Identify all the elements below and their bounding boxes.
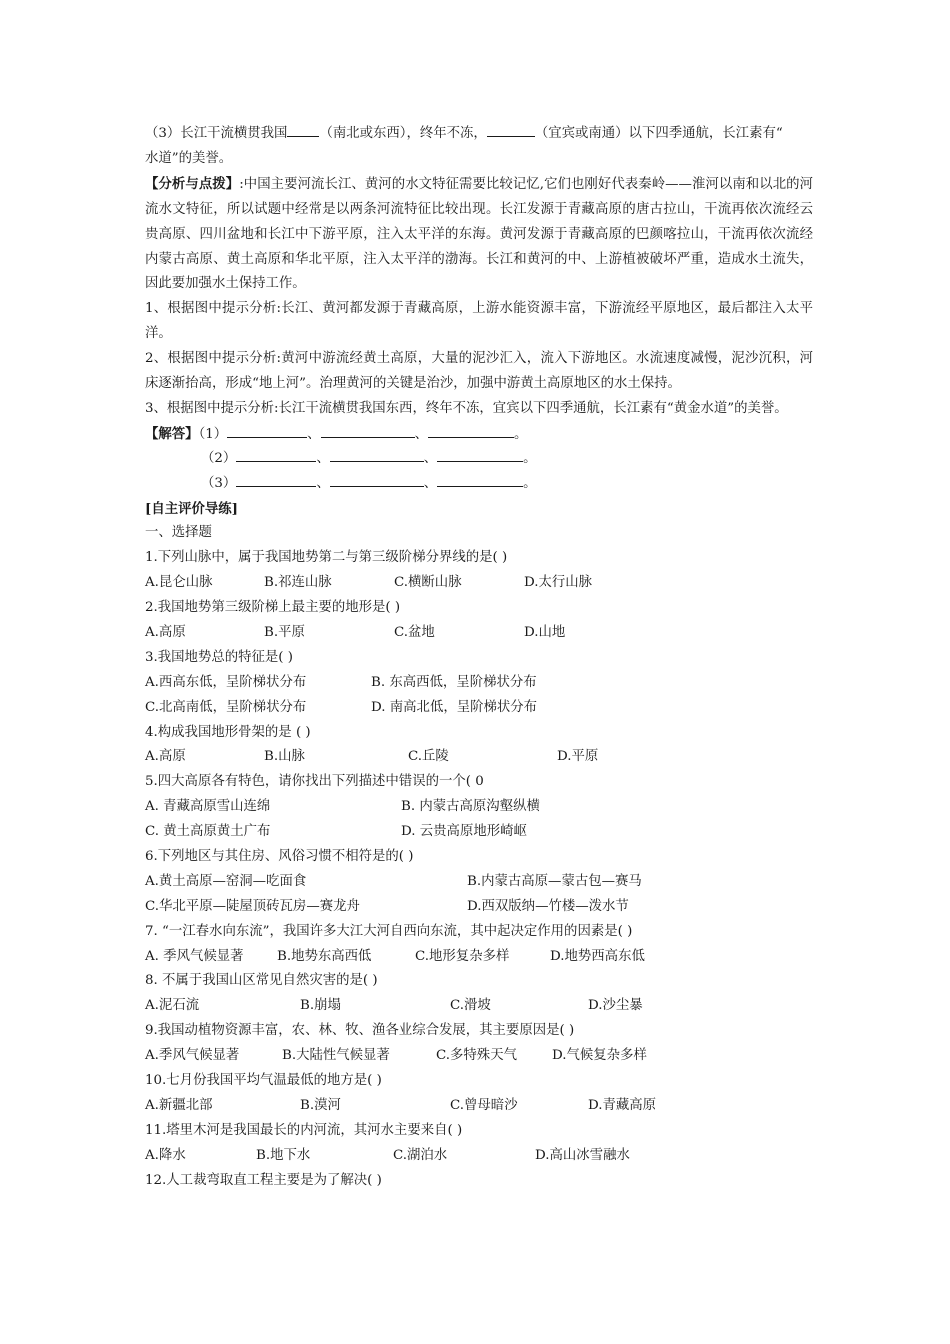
answer-blank[interactable]	[437, 447, 523, 462]
option-b[interactable]: B.内蒙古高原—蒙古包—赛马	[467, 873, 642, 889]
question-2: 2.我国地势第三级阶梯上最主要的地形是( )	[145, 600, 401, 616]
option-a[interactable]: A. 季风气候显著	[145, 948, 244, 964]
question-8: 8. 不属于我国山区常见自然灾害的是( )	[145, 973, 378, 989]
question-5: 5.四大高原各有特色，请你找出下列描述中错误的一个( 0	[145, 774, 484, 790]
options-row	[145, 571, 813, 596]
option-b[interactable]: B.地下水	[256, 1147, 311, 1163]
analysis-point-2: 2、根据图中提示分析:黄河中游流经黄土高原，大量的泥沙汇入，流入下游地区。水流速度减慢，泥沙沉积，河床逐渐抬高，形成“地上河”。治理黄河的关键是治沙，加强中游黄土高原地区的水土保持。	[145, 351, 813, 392]
question-10: 10.七月份我国平均气温最低的地方是( )	[145, 1073, 382, 1088]
option-d[interactable]: D.西双版纳—竹楼—泼水节	[467, 898, 629, 914]
options-row	[145, 1044, 813, 1069]
option-c[interactable]: C.地形复杂多样	[415, 948, 510, 964]
option-d[interactable]: D.青藏高原	[588, 1097, 657, 1113]
period: 。	[513, 426, 528, 442]
answer-row-1	[145, 422, 813, 447]
period: 。	[523, 475, 537, 491]
answer-blank[interactable]	[487, 122, 535, 137]
option-c[interactable]: C.丘陵	[408, 749, 449, 765]
options-row	[145, 745, 813, 770]
answer-row-3	[145, 472, 813, 497]
q3-part1: （3）长江干流横贯我国	[145, 126, 288, 141]
options-row	[145, 795, 813, 820]
option-c[interactable]: C.滑坡	[450, 998, 491, 1014]
document-page	[145, 122, 813, 1193]
option-b[interactable]: B. 东高西低，呈阶梯状分布	[371, 674, 537, 690]
answer-blank[interactable]	[428, 423, 514, 438]
options-row	[145, 1144, 813, 1169]
answer-label: 【解答】	[145, 425, 199, 442]
options-row	[145, 994, 813, 1019]
option-b[interactable]: B.大陆性气候显著	[282, 1048, 390, 1064]
separator: 、	[423, 475, 438, 491]
option-a[interactable]: A.降水	[145, 1147, 186, 1163]
separator: 、	[423, 450, 438, 466]
answer-blank[interactable]	[321, 423, 415, 438]
option-d[interactable]: D.高山冰雪融水	[535, 1147, 630, 1163]
answer-row-number: （1）	[198, 426, 228, 442]
option-b[interactable]: B. 内蒙古高原沟壑纵横	[401, 799, 540, 815]
answer-row-number: （3）	[201, 475, 237, 491]
option-d[interactable]: D.太行山脉	[524, 575, 593, 591]
question-11: 11.塔里木河是我国最长的内河流，其河水主要来自( )	[145, 1122, 463, 1138]
option-b[interactable]: B.漠河	[300, 1097, 341, 1113]
question-12: 12.人工裁弯取直工程主要是为了解决( )	[145, 1172, 382, 1188]
option-b[interactable]: B.崩塌	[300, 998, 341, 1014]
option-d[interactable]: D. 云贵高原地形崎岖	[401, 824, 527, 840]
options-row	[145, 621, 813, 646]
option-c[interactable]: C.盆地	[394, 624, 435, 640]
option-d[interactable]: D.沙尘暴	[588, 998, 643, 1014]
option-c[interactable]: C.湖泊水	[393, 1147, 448, 1163]
answer-blank[interactable]	[330, 472, 424, 487]
option-b[interactable]: B.祁连山脉	[264, 575, 332, 591]
analysis-label: 【分析与点拨】	[145, 175, 240, 192]
option-c[interactable]: C.华北平原—陡屋顶砖瓦房—赛龙舟	[145, 898, 360, 914]
separator: 、	[316, 450, 330, 466]
period: 。	[523, 450, 537, 466]
option-c[interactable]: C.横断山脉	[394, 575, 462, 591]
answer-blank[interactable]	[437, 472, 523, 487]
option-a[interactable]: A.高原	[145, 749, 186, 765]
option-a[interactable]: A.高原	[145, 624, 186, 640]
q3-part3: （宜宾或南通）以下四季通航，长江素有“	[534, 126, 783, 141]
options-row	[145, 820, 813, 845]
q3-intro-line2: 水道”的美誉。	[145, 150, 233, 166]
option-b[interactable]: B.地势东高西低	[277, 948, 372, 964]
options-row	[145, 870, 813, 895]
question-9: 9.我国动植物资源丰富，农、林、牧、渔各业综合发展，其主要原因是( )	[145, 1023, 575, 1039]
answer-row-number: （2）	[201, 450, 237, 466]
option-d[interactable]: D.地势西高东低	[550, 948, 645, 964]
option-d[interactable]: D.山地	[524, 624, 566, 640]
option-a[interactable]: A.季风气候显著	[145, 1048, 240, 1064]
analysis-paragraph	[145, 172, 813, 298]
answer-blank[interactable]	[236, 447, 316, 462]
options-row	[145, 671, 813, 696]
option-a[interactable]: A.西高东低，呈阶梯状分布	[145, 674, 307, 690]
answer-row-2	[145, 447, 813, 472]
analysis-point-1: 1、根据图中提示分析:长江、黄河都发源于青藏高原，上游水能资源丰富，下游流经平原地区，最后都注入太平洋。	[145, 301, 813, 342]
options-row	[145, 895, 813, 920]
option-a[interactable]: A.黄土高原—窑洞—吃面食	[145, 873, 307, 889]
separator: 、	[316, 475, 330, 491]
option-c[interactable]: C.曾母暗沙	[450, 1097, 518, 1113]
analysis-text: :中国主要河流长江、黄河的水文特征需要比较记忆,它们也刚好代表秦岭——淮河以南和以北的河流水文特征，所以试题中经常是以两条河流特征比较出现。长江发源于青藏高原的唐古拉山，干流再依次流经云贵高原、四川盆地和长江中下游平原，注入太平洋的东海。黄河发源于青藏高原的巴颜喀拉山，干流再依次流经内蒙古高原、黄土高原和华北平原，注入太平洋的渤海。长江和黄河的中、上游植被破坏严重，造成水土流失，因此要加强水土保持工作。	[145, 176, 814, 292]
option-b[interactable]: B.平原	[264, 624, 305, 640]
answer-blank[interactable]	[227, 423, 307, 438]
question-6: 6.下列地区与其住房、风俗习惯不相符是的( )	[145, 848, 414, 864]
option-c[interactable]: C.北高南低，呈阶梯状分布	[145, 699, 307, 715]
options-row	[145, 945, 813, 970]
separator: 、	[307, 426, 321, 442]
option-a[interactable]: A. 青藏高原雪山连绵	[145, 799, 271, 815]
option-d[interactable]: D. 南高北低，呈阶梯状分布	[371, 699, 538, 715]
question-3: 3.我国地势总的特征是( )	[145, 649, 293, 665]
q3-intro-line1	[145, 122, 813, 147]
analysis-point-3: 3、根据图中提示分析:长江干流横贯我国东西，终年不冻，宜宾以下四季通航，长江素有“黄金水道”的美誉。	[145, 400, 788, 416]
question-1: 1.下列山脉中，属于我国地势第二与第三级阶梯分界线的是( )	[145, 550, 508, 566]
q3-part2: （南北或东西），终年不冻，	[319, 126, 487, 141]
question-4: 4.构成我国地形骨架的是 ( )	[145, 724, 311, 740]
option-d[interactable]: D.气候复杂多样	[552, 1048, 647, 1064]
answer-blank[interactable]	[236, 472, 316, 487]
options-row	[145, 696, 813, 721]
option-a[interactable]: A.新疆北部	[145, 1097, 213, 1113]
option-d[interactable]: D.平原	[557, 749, 599, 765]
section-title: [自主评价导练]	[145, 500, 239, 517]
option-a[interactable]: A.昆仑山脉	[145, 575, 213, 591]
question-7: 7. “一江春水向东流”，我国许多大江大河自西向东流，其中起决定作用的因素是( )	[145, 923, 633, 939]
options-row	[145, 1094, 813, 1119]
separator: 、	[414, 426, 428, 442]
option-c[interactable]: C. 黄土高原黄土广布	[145, 824, 271, 840]
option-b[interactable]: B.山脉	[264, 749, 305, 765]
option-a[interactable]: A.泥石流	[145, 998, 200, 1014]
answer-blank[interactable]	[330, 447, 424, 462]
option-c[interactable]: C.多特殊天气	[436, 1048, 517, 1064]
answer-blank[interactable]	[287, 122, 319, 137]
subsection-title: 一、选择题	[145, 525, 212, 541]
